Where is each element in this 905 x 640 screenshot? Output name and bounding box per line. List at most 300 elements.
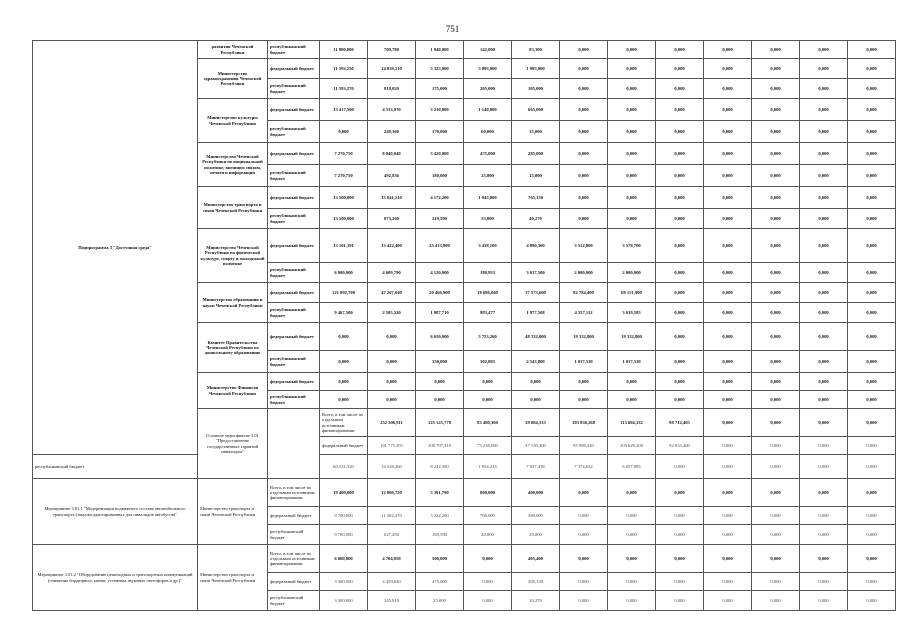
table-cell: 0,000 <box>464 391 512 409</box>
table-cell: 0,000 <box>656 455 704 479</box>
table-cell: 0,000 <box>800 165 848 187</box>
budget-table <box>32 40 896 611</box>
table-cell: 0,000 <box>704 591 752 611</box>
table-cell: 0,000 <box>800 283 848 303</box>
table-cell: 0,000 <box>848 263 896 283</box>
table-cell: 350,000 <box>416 351 464 373</box>
table-cell: 0,000 <box>464 373 512 391</box>
table-cell: 0,000 <box>320 121 368 143</box>
table-cell: 0,000 <box>800 303 848 323</box>
table-cell: 0,000 <box>752 229 800 263</box>
table-cell: 0,000 <box>704 229 752 263</box>
table-cell: 105 629,200 <box>608 437 656 455</box>
table-cell: 0,000 <box>608 41 656 59</box>
table-cell: 0,000 <box>560 391 608 409</box>
table-cell: 0,000 <box>608 59 656 79</box>
table-cell: 0,000 <box>368 323 416 351</box>
table-cell: 765,130 <box>512 187 560 209</box>
table-cell: 0,000 <box>560 573 608 591</box>
table-cell: 0,000 <box>320 351 368 373</box>
table-cell: 60,000 <box>464 121 512 143</box>
table-cell: 0,000 <box>848 525 896 545</box>
table-cell: 25,000 <box>464 165 512 187</box>
table-cell: федеральный бюджет <box>268 143 320 165</box>
table-cell: 4 704,850 <box>368 545 416 573</box>
table-cell: 0,000 <box>608 143 656 165</box>
table-cell: 627,450 <box>368 525 416 545</box>
table-cell: 0,000 <box>608 79 656 99</box>
table-cell: 20,000 <box>512 525 560 545</box>
table-cell: 2 543,800 <box>512 351 560 373</box>
table-cell: 25,000 <box>416 591 464 611</box>
table-cell: 3 325,000 <box>416 59 464 79</box>
table-cell: республиканский бюджет <box>268 209 320 229</box>
table-cell: 11 593,270 <box>320 79 368 99</box>
table-cell: 19 332,800 <box>608 323 656 351</box>
table-cell: республиканский бюджет <box>268 303 320 323</box>
table-cell: 125 125,770 <box>416 409 464 437</box>
table-cell: 12 009,720 <box>368 479 416 507</box>
table-cell: 3 639,585 <box>608 303 656 323</box>
table-cell: 800,000 <box>464 479 512 507</box>
table-cell: 4 609,790 <box>368 263 416 283</box>
table-cell: 385,130 <box>512 573 560 591</box>
table-cell: 0,000 <box>752 99 800 121</box>
table-cell: 35,000 <box>512 121 560 143</box>
table-cell: 20 466,900 <box>416 283 464 303</box>
table-cell: 13 500,000 <box>320 209 368 229</box>
table-cell: федеральный бюджет <box>268 323 320 351</box>
table-cell: 0,000 <box>752 59 800 79</box>
table-cell: 92 033,400 <box>656 437 704 455</box>
table-row <box>33 545 896 573</box>
table-cell: 0,000 <box>608 121 656 143</box>
table-cell: 0,000 <box>656 79 704 99</box>
table-cell: федеральный бюджет <box>320 437 368 455</box>
table-cell: 0,000 <box>752 209 800 229</box>
table-cell: 0,000 <box>560 99 608 121</box>
table-cell: Министерство культуры Чеченской Республики <box>198 99 268 143</box>
table-cell: 0,000 <box>704 79 752 99</box>
table-cell: 0,000 <box>704 545 752 573</box>
table-cell: 0,000 <box>800 41 848 59</box>
table-cell: 0,000 <box>416 391 464 409</box>
table-cell: 0,000 <box>848 209 896 229</box>
table-cell: 0,000 <box>752 409 800 437</box>
table-cell: 3 420,000 <box>416 143 464 165</box>
table-cell: 47 267,040 <box>368 283 416 303</box>
table-row <box>33 41 896 59</box>
table-cell: 7 837,438 <box>512 455 560 479</box>
table-cell: 1 017,520 <box>560 351 608 373</box>
table-cell: 0,000 <box>656 99 704 121</box>
table-cell: 0,000 <box>848 99 896 121</box>
table-cell: Мероприятие 3.01.2 "Оборудование пешеходных и транспортных коммуникаций (снижение бордюрного камня, установка звуковых светофоров и др.)" <box>33 545 198 611</box>
table-cell: 0,000 <box>704 59 752 79</box>
table-cell: 6 900,000 <box>320 263 368 283</box>
table-cell: 285,000 <box>512 143 560 165</box>
table-cell: 0,000 <box>752 41 800 59</box>
table-cell: 103 836,268 <box>560 409 608 437</box>
table-cell: 818,020 <box>368 79 416 99</box>
table-cell: 0,000 <box>320 323 368 351</box>
table-cell: 15,000 <box>512 165 560 187</box>
table-cell: Министерство транспорта и связи Чеченской Республики <box>198 545 268 611</box>
table-cell: 180,000 <box>416 165 464 187</box>
table-cell: республиканский бюджет <box>268 121 320 143</box>
table-cell: 0,000 <box>608 507 656 525</box>
table-cell: 4 120,000 <box>416 263 464 283</box>
table-cell: 0,000 <box>752 263 800 283</box>
table-cell: 0,000 <box>704 283 752 303</box>
table-cell: Всего, в том числе по отдельным источникам финансирования: <box>268 479 320 507</box>
table-cell: федеральный бюджет <box>268 573 320 591</box>
table-cell: Министерство Чеченской Республики по национальной политике, внешним связям, печати и информации <box>198 143 268 187</box>
table-cell: 11 593,250 <box>320 59 368 79</box>
table-cell: 0,000 <box>848 591 896 611</box>
table-cell: 121 092,700 <box>320 283 368 303</box>
table-cell: 0,000 <box>320 391 368 409</box>
table-cell: 0,000 <box>752 525 800 545</box>
table-cell <box>268 409 320 479</box>
table-cell: 0,000 <box>704 121 752 143</box>
table-cell: Всего, в том числе по отдельным источникам финансирования: <box>268 545 320 573</box>
table-cell: 0,000 <box>704 479 752 507</box>
table-cell: 83 480,360 <box>464 409 512 437</box>
table-cell: федеральный бюджет <box>268 59 320 79</box>
table-cell: Министерство транспорта и связи Чеченской Республики <box>198 479 268 545</box>
table-cell: 0,000 <box>464 573 512 591</box>
table-cell: 0,000 <box>848 283 896 303</box>
table-cell: Министерство образования и науки Чеченской Республики <box>198 283 268 323</box>
table-cell: 205,000 <box>464 79 512 99</box>
table-cell: 0,000 <box>704 303 752 323</box>
table-cell: 0,000 <box>800 391 848 409</box>
table-cell: 0,000 <box>560 59 608 79</box>
table-cell: 0,000 <box>848 121 896 143</box>
table-cell: 0,000 <box>800 455 848 479</box>
table-cell: 40,000 <box>464 525 512 545</box>
table-cell: 11 382,270 <box>368 507 416 525</box>
table-cell: 19 400,000 <box>320 479 368 507</box>
table-cell: 0,000 <box>800 187 848 209</box>
table-cell: федеральный бюджет <box>268 283 320 303</box>
table-cell: 492,836 <box>368 165 416 187</box>
table-cell: 0,000 <box>704 41 752 59</box>
table-cell: 0,000 <box>704 143 752 165</box>
table-cell: 0,000 <box>800 99 848 121</box>
table-cell: 0,000 <box>848 507 896 525</box>
table-cell: 0,000 <box>704 323 752 351</box>
table-cell: 2 000,000 <box>608 263 656 283</box>
table-cell: 4 533,970 <box>368 99 416 121</box>
table-cell: 0,000 <box>368 391 416 409</box>
table-cell: 180,953 <box>464 263 512 283</box>
table-cell: 13 500,000 <box>320 187 368 209</box>
table-cell: 3 578,700 <box>608 229 656 263</box>
table-cell: 1 045,000 <box>464 187 512 209</box>
table-cell: 105,000 <box>512 79 560 99</box>
table-cell: 0,000 <box>752 391 800 409</box>
table-cell: федеральный бюджет <box>268 373 320 391</box>
table-cell: 0,000 <box>608 373 656 391</box>
table-cell: 0,000 <box>848 187 896 209</box>
table-cell: 475,000 <box>464 143 512 165</box>
table-cell: 25 413,900 <box>416 229 464 263</box>
table-cell: 0,000 <box>704 507 752 525</box>
table-cell: республиканский бюджет <box>268 391 320 409</box>
table-cell: 3 895,000 <box>464 59 512 79</box>
table-row <box>33 455 896 479</box>
table-cell: 0,000 <box>560 591 608 611</box>
table-cell: 0,000 <box>656 479 704 507</box>
table-cell: 142,000 <box>464 41 512 59</box>
table-cell: 0,000 <box>656 373 704 391</box>
table-cell: 0,000 <box>800 323 848 351</box>
table-cell: 0,000 <box>656 545 704 573</box>
table-cell: 0,000 <box>800 373 848 391</box>
table-cell: 0,000 <box>608 545 656 573</box>
table-cell: 4 890,300 <box>512 229 560 263</box>
table-cell: 3 300,000 <box>320 573 368 591</box>
table-cell: 6 600,000 <box>320 545 368 573</box>
table-cell: 0,000 <box>656 143 704 165</box>
table-cell: 0,000 <box>704 409 752 437</box>
table-cell: 0,000 <box>416 373 464 391</box>
table-cell: 0,000 <box>512 391 560 409</box>
table-cell: 3 512,000 <box>560 229 608 263</box>
table-cell: 0,000 <box>848 437 896 455</box>
table-cell: 0,000 <box>608 99 656 121</box>
table-cell: 0,000 <box>800 79 848 99</box>
table-cell: 0,000 <box>848 323 896 351</box>
table-cell: 0,000 <box>752 79 800 99</box>
table-cell: 19 332,800 <box>560 323 608 351</box>
table-cell: 0,000 <box>752 455 800 479</box>
table-cell: 0,000 <box>656 391 704 409</box>
table-cell: республиканский бюджет <box>33 455 198 479</box>
table-cell: 1 087,710 <box>416 303 464 323</box>
table-cell: 0,000 <box>656 351 704 373</box>
table-cell: 0,000 <box>752 351 800 373</box>
table-cell: 0,000 <box>848 229 896 263</box>
table-cell: 18 686,040 <box>464 283 512 303</box>
table-cell: 11 800,000 <box>320 41 368 59</box>
table-cell: 40,270 <box>512 209 560 229</box>
table-cell: 380,000 <box>512 507 560 525</box>
table-cell: 13 101,191 <box>320 229 368 263</box>
table-cell: Министерство Финансов Чеченской Республики <box>198 373 268 409</box>
table-cell: 0,000 <box>752 545 800 573</box>
table-cell: 0,000 <box>704 391 752 409</box>
table-cell: 0,000 <box>800 59 848 79</box>
table-cell: 3 222,200 <box>416 507 464 525</box>
table-cell: 0,000 <box>368 373 416 391</box>
table-cell: 0,000 <box>800 591 848 611</box>
table-cell: 0,000 <box>752 591 800 611</box>
table-cell: республиканский бюджет <box>268 79 320 99</box>
table-cell: 0,000 <box>752 165 800 187</box>
table-cell: 1 995,000 <box>512 59 560 79</box>
table-cell: 0,000 <box>704 263 752 283</box>
table-cell: 0,000 <box>560 187 608 209</box>
table-cell: 0,000 <box>752 143 800 165</box>
table-cell: 69 151,900 <box>608 283 656 303</box>
table-cell: 15 841,210 <box>368 187 416 209</box>
table-cell: 14 839,210 <box>368 59 416 79</box>
table-cell: 4 459,040 <box>368 573 416 591</box>
table-cell: 249,360 <box>368 121 416 143</box>
table-cell: 0,000 <box>704 99 752 121</box>
table-cell: 55,000 <box>464 209 512 229</box>
table-cell: 8 242,300 <box>416 455 464 479</box>
table-cell: республиканский бюджет <box>268 263 320 283</box>
table-cell: федеральный бюджет <box>268 507 320 525</box>
table-cell: 0,000 <box>560 507 608 525</box>
table-cell: 0,000 <box>848 479 896 507</box>
table-cell: 0,000 <box>656 121 704 143</box>
table-cell: республиканский бюджет <box>268 351 320 373</box>
table-cell: 6 650,000 <box>416 323 464 351</box>
table-cell: 0,000 <box>656 573 704 591</box>
table-cell: 0,000 <box>848 303 896 323</box>
table-cell: республиканский бюджет <box>268 165 320 187</box>
table-cell: 83,300 <box>512 41 560 59</box>
table-cell: 9 700,000 <box>320 507 368 525</box>
table-cell: 6 657,085 <box>608 455 656 479</box>
table-row <box>33 479 896 507</box>
table-cell: 0,000 <box>464 591 512 611</box>
table-cell: Всего, в том числе по отдельным источникам финансирования: <box>320 409 368 437</box>
table-cell: 75 238,000 <box>464 437 512 455</box>
table-cell: 0,000 <box>800 263 848 283</box>
table-cell: 2 000,000 <box>560 263 608 283</box>
table-cell: 0,000 <box>608 591 656 611</box>
table-cell: 175,000 <box>416 79 464 99</box>
table-cell: 0,000 <box>752 507 800 525</box>
table-cell: 1 140,000 <box>464 99 512 121</box>
table-cell: 13 422,400 <box>368 229 416 263</box>
table-cell: Министерство транспорта и связи Чеченской Республики <box>198 187 268 229</box>
table-body <box>33 41 896 611</box>
table-cell: 48 332,000 <box>512 323 560 351</box>
table-cell: 0,000 <box>800 351 848 373</box>
table-cell: 7 374,632 <box>560 455 608 479</box>
table-cell: Министерство здравоохранения Чеченской Республики <box>198 59 268 99</box>
table-cell: 0,000 <box>848 409 896 437</box>
table-cell: 0,000 <box>800 409 848 437</box>
table-cell: 0,000 <box>800 479 848 507</box>
table-cell: 0,000 <box>560 373 608 391</box>
table-cell: 0,000 <box>560 525 608 545</box>
table-cell: 0,000 <box>752 303 800 323</box>
table-cell: 0,000 <box>800 121 848 143</box>
table-cell: 0,000 <box>704 351 752 373</box>
table-cell: 0,000 <box>656 165 704 187</box>
table-cell: 0,000 <box>848 455 896 479</box>
table-cell: 113 604,332 <box>608 409 656 437</box>
table-cell: 0,000 <box>752 573 800 591</box>
table-cell: 0,000 <box>560 41 608 59</box>
table-cell: 98 712,405 <box>656 409 704 437</box>
table-cell: 0,000 <box>656 263 704 283</box>
table-cell: 0,000 <box>656 525 704 545</box>
table-cell: Комитет Правительства Чеченской Республики по дошкольному образованию <box>198 323 268 373</box>
table-cell: 665,000 <box>512 99 560 121</box>
table-cell: 3 391,790 <box>416 479 464 507</box>
table-cell: 82 784,400 <box>560 283 608 303</box>
table-cell: 169,590 <box>416 525 464 545</box>
table-cell: 1 017,520 <box>608 351 656 373</box>
table-cell: 0,000 <box>800 525 848 545</box>
table-cell: 0,000 <box>656 59 704 79</box>
table-cell: 95 998,320 <box>560 437 608 455</box>
table-cell: 13 417,500 <box>320 99 368 121</box>
table-cell: 400,000 <box>512 479 560 507</box>
table-cell: 0,000 <box>800 209 848 229</box>
table-cell: 0,000 <box>656 229 704 263</box>
table-cell: 0,000 <box>464 545 512 573</box>
table-cell: 0,000 <box>608 479 656 507</box>
table-cell: 60 531,520 <box>320 455 368 479</box>
table-cell: 0,000 <box>848 41 896 59</box>
table-cell: 0,000 <box>800 437 848 455</box>
table-cell: 0,000 <box>800 573 848 591</box>
table-cell: 0,000 <box>560 121 608 143</box>
table-cell: 0,000 <box>848 79 896 99</box>
table-cell: 0,000 <box>656 187 704 209</box>
table-cell: республиканский бюджет <box>268 525 320 545</box>
table-cell: 37 130,300 <box>512 437 560 455</box>
table-cell: 0,000 <box>608 165 656 187</box>
table-cell: 500,000 <box>416 545 464 573</box>
table-cell: развития Чеченской Республики <box>198 41 268 59</box>
table-cell: 0,000 <box>608 525 656 545</box>
table-cell: 0,000 <box>752 121 800 143</box>
table-cell: 2 505,220 <box>368 303 416 323</box>
table-cell: 302,803 <box>464 351 512 373</box>
table-cell: 0,000 <box>800 507 848 525</box>
table-cell: 0,000 <box>848 373 896 391</box>
table-cell: 0,000 <box>848 351 896 373</box>
table-cell: федеральный бюджет <box>268 187 320 209</box>
table-cell: 4 172,200 <box>416 187 464 209</box>
table-cell: 760,000 <box>464 507 512 525</box>
table-cell: 0,000 <box>656 41 704 59</box>
table-cell: 4 357,112 <box>560 303 608 323</box>
table-cell: 0,000 <box>560 209 608 229</box>
table-cell: 0,000 <box>560 143 608 165</box>
table-cell: 0,000 <box>800 143 848 165</box>
table-cell: 0,000 <box>848 165 896 187</box>
table-cell: 0,000 <box>752 479 800 507</box>
table-cell: 0,000 <box>704 187 752 209</box>
table-cell: 0,000 <box>704 165 752 187</box>
table-cell: 0,000 <box>656 323 704 351</box>
table-cell: 405,400 <box>512 545 560 573</box>
table-cell: 0,000 <box>704 525 752 545</box>
table-cell: 16 328,260 <box>368 455 416 479</box>
table-cell: 983,477 <box>464 303 512 323</box>
table-cell: 1 954,233 <box>464 455 512 479</box>
table-cell: 0,000 <box>368 351 416 373</box>
table-cell: 0,000 <box>752 373 800 391</box>
table-cell: 0,000 <box>752 323 800 351</box>
table-cell: 0,000 <box>848 573 896 591</box>
table-cell: 108 797,310 <box>416 437 464 455</box>
table-cell: 873,260 <box>368 209 416 229</box>
table-cell: 0,000 <box>800 229 848 263</box>
